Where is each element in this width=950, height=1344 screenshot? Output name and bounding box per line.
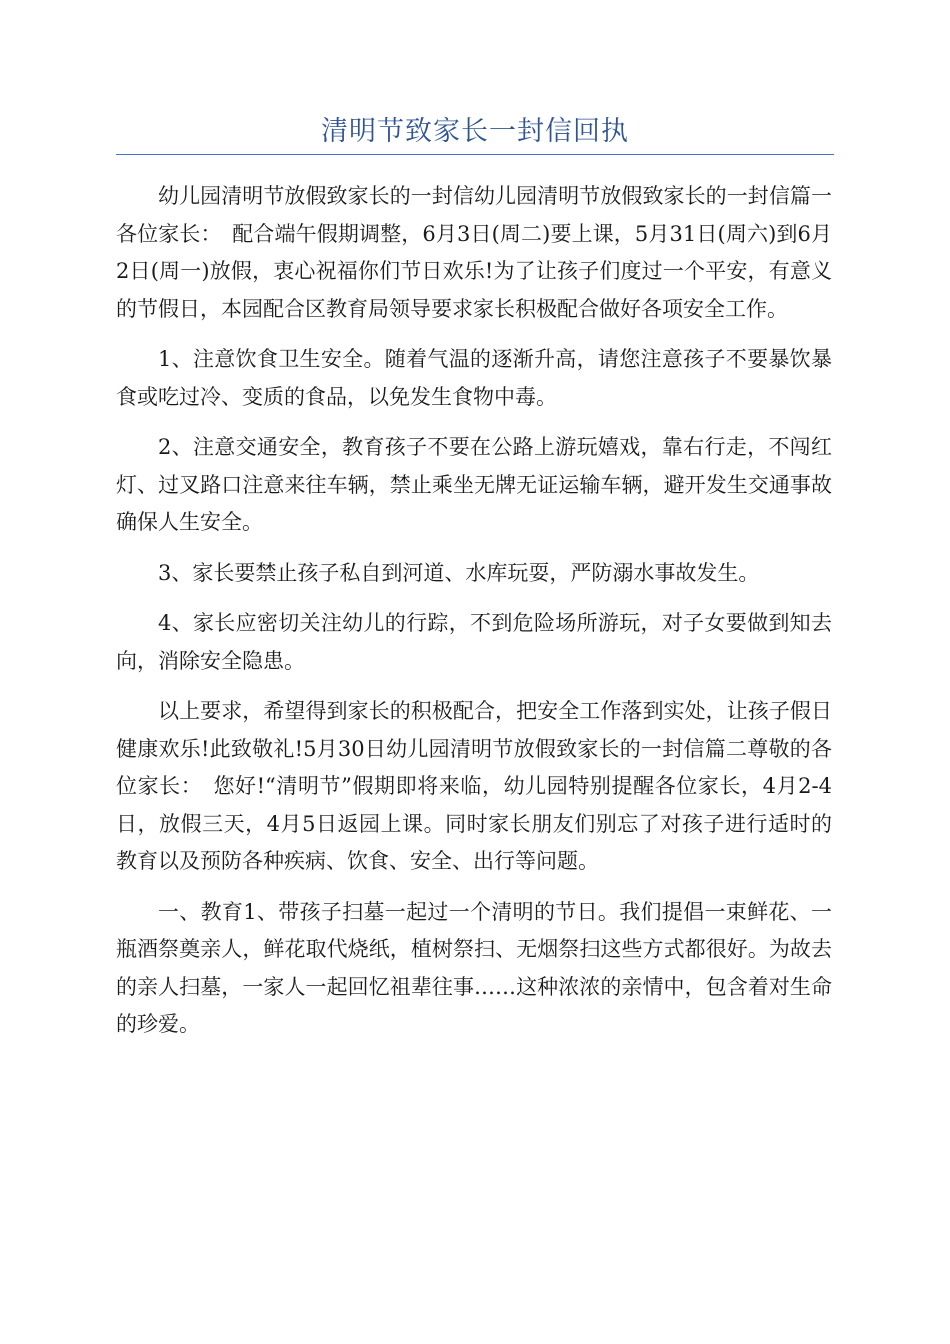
paragraph-closing: 以上要求，希望得到家长的积极配合，把安全工作落到实处，让孩子假日健康欢乐!此致敬礼!5月30日幼儿园清明节放假致家长的一封信篇二尊敬的各位家长： 您好!“清明节”假期即将来临，幼儿园特别提醒各位家长，4月2-4日，放假三天，4月5日返园上课。同时家长朋友们别忘了对孩子进行适时的教育以及预防各种疾病、饮食、安全、出行等问题。 xyxy=(116,699,832,873)
paragraph-item-4: 4、家长应密切关注幼儿的行踪，不到危险场所游玩，对子女要做到知去向，消除安全隐患。 xyxy=(116,611,832,673)
paragraph-item-2: 2、注意交通安全，教育孩子不要在公路上游玩嬉戏，靠右行走，不闯红灯、过叉路口注意来往车辆，禁止乘坐无牌无证运输车辆，避开发生交通事故确保人生安全。 xyxy=(116,435,832,534)
document-body xyxy=(116,178,832,1057)
paragraph-item-1: 1、注意饮食卫生安全。随着气温的逐渐升高，请您注意孩子不要暴饮暴食或吃过冷、变质的食品，以免发生食物中毒。 xyxy=(116,347,832,409)
paragraph-education: 一、教育1、带孩子扫墓一起过一个清明的节日。我们提倡一束鲜花、一瓶酒祭奠亲人，鲜花取代烧纸，植树祭扫、无烟祭扫这些方式都很好。为故去的亲人扫墓，一家人一起回忆祖辈往事……这种浓浓的亲情中，包含着对生命的珍爱。 xyxy=(116,899,832,1036)
paragraph-item-3: 3、家长要禁止孩子私自到河道、水库玩耍，严防溺水事故发生。 xyxy=(158,560,760,585)
paragraph-intro: 幼儿园清明节放假致家长的一封信幼儿园清明节放假致家长的一封信篇一各位家长： 配合端午假期调整，6月3日(周二)要上课，5月31日(周六)到6月2日(周一)放假，衷心祝福你们节日欢乐!为了让孩子们度过一个平安，有意义的节假日，本园配合区教育局领导要求家长积极配合做好各项安全工作。 xyxy=(116,184,832,321)
document-title: 清明节致家长一封信回执 xyxy=(321,116,629,147)
title-underline xyxy=(116,154,834,155)
